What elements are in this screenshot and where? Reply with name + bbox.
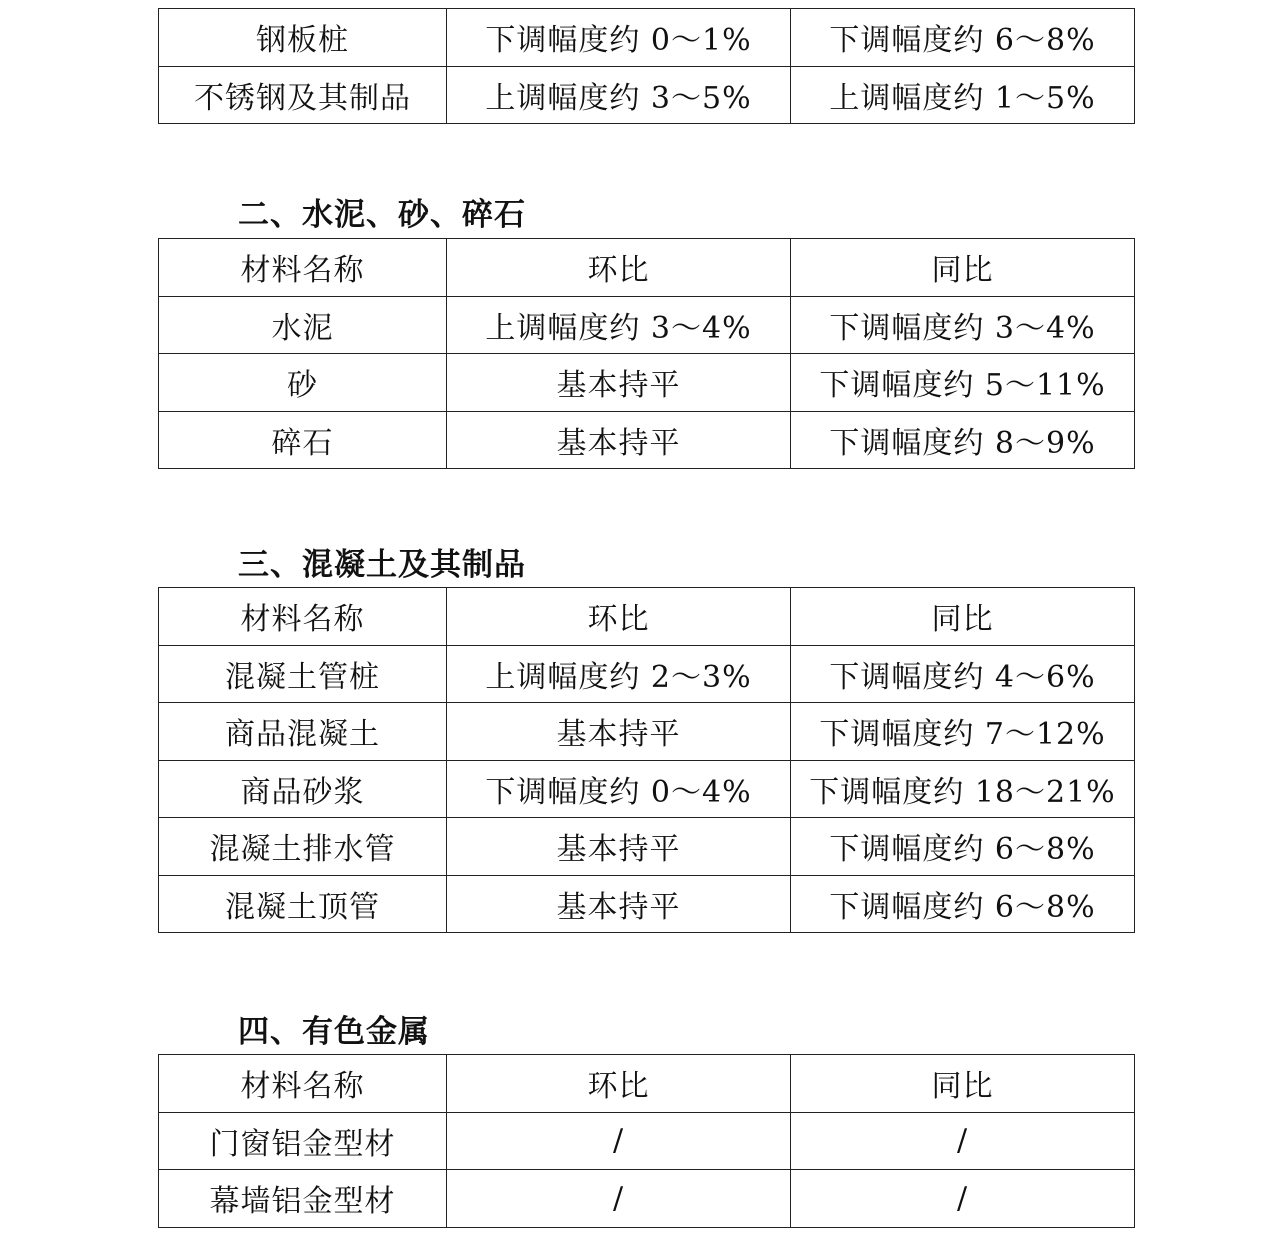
section-heading-cement-sand-gravel: 二、水泥、砂、碎石: [238, 197, 526, 233]
yoy-change-cell: 下调幅度约 8～9%: [791, 411, 1135, 469]
mom-change-cell: 下调幅度约 0～4%: [447, 760, 791, 818]
material-name-cell: 混凝土管桩: [159, 645, 447, 703]
yoy-change-cell: 下调幅度约 18～21%: [791, 760, 1135, 818]
header-yoy: 同比: [791, 588, 1135, 646]
material-name-cell: 混凝土排水管: [159, 818, 447, 876]
table-row: [159, 1112, 1135, 1170]
material-name-cell: 碎石: [159, 411, 447, 469]
table-row: [159, 818, 1135, 876]
yoy-change-cell: 下调幅度约 4～6%: [791, 645, 1135, 703]
steel-price-table: [158, 8, 1135, 124]
mom-change-cell: 上调幅度约 3～5%: [447, 66, 791, 124]
material-name-cell: 不锈钢及其制品: [159, 66, 447, 124]
material-name-cell: 商品砂浆: [159, 760, 447, 818]
yoy-change-cell: 上调幅度约 1～5%: [791, 66, 1135, 124]
yoy-change-cell: /: [791, 1112, 1135, 1170]
table-row: [159, 354, 1135, 412]
header-material-name: 材料名称: [159, 1055, 447, 1113]
header-yoy: 同比: [791, 1055, 1135, 1113]
yoy-change-cell: /: [791, 1170, 1135, 1228]
yoy-change-cell: 下调幅度约 6～8%: [791, 9, 1135, 67]
table-row: [159, 645, 1135, 703]
table-row: [159, 66, 1135, 124]
table-row: [159, 760, 1135, 818]
table-row: [159, 9, 1135, 67]
mom-change-cell: 基本持平: [447, 411, 791, 469]
material-name-cell: 混凝土顶管: [159, 875, 447, 933]
mom-change-cell: 基本持平: [447, 703, 791, 761]
nonferrous-metals-table: [158, 1054, 1135, 1228]
header-mom: 环比: [447, 588, 791, 646]
concrete-products-table: [158, 587, 1135, 933]
material-name-cell: 商品混凝土: [159, 703, 447, 761]
header-material-name: 材料名称: [159, 239, 447, 297]
mom-change-cell: 上调幅度约 2～3%: [447, 645, 791, 703]
material-name-cell: 幕墙铝金型材: [159, 1170, 447, 1228]
yoy-change-cell: 下调幅度约 6～8%: [791, 818, 1135, 876]
table-row: [159, 411, 1135, 469]
table-row: [159, 1170, 1135, 1228]
yoy-change-cell: 下调幅度约 3～4%: [791, 296, 1135, 354]
material-name-cell: 水泥: [159, 296, 447, 354]
table-header-row: [159, 588, 1135, 646]
cement-sand-gravel-table: [158, 238, 1135, 469]
table-header-row: [159, 1055, 1135, 1113]
mom-change-cell: 基本持平: [447, 354, 791, 412]
yoy-change-cell: 下调幅度约 7～12%: [791, 703, 1135, 761]
material-name-cell: 砂: [159, 354, 447, 412]
yoy-change-cell: 下调幅度约 6～8%: [791, 875, 1135, 933]
section-heading-nonferrous-metals: 四、有色金属: [238, 1014, 430, 1050]
table-header-row: [159, 239, 1135, 297]
material-name-cell: 门窗铝金型材: [159, 1112, 447, 1170]
mom-change-cell: 基本持平: [447, 818, 791, 876]
material-name-cell: 钢板桩: [159, 9, 447, 67]
table-row: [159, 875, 1135, 933]
mom-change-cell: 上调幅度约 3～4%: [447, 296, 791, 354]
header-mom: 环比: [447, 1055, 791, 1113]
table-row: [159, 703, 1135, 761]
mom-change-cell: 基本持平: [447, 875, 791, 933]
header-mom: 环比: [447, 239, 791, 297]
mom-change-cell: 下调幅度约 0～1%: [447, 9, 791, 67]
yoy-change-cell: 下调幅度约 5～11%: [791, 354, 1135, 412]
section-heading-concrete-products: 三、混凝土及其制品: [238, 547, 526, 583]
header-material-name: 材料名称: [159, 588, 447, 646]
mom-change-cell: /: [447, 1112, 791, 1170]
header-yoy: 同比: [791, 239, 1135, 297]
mom-change-cell: /: [447, 1170, 791, 1228]
table-row: [159, 296, 1135, 354]
